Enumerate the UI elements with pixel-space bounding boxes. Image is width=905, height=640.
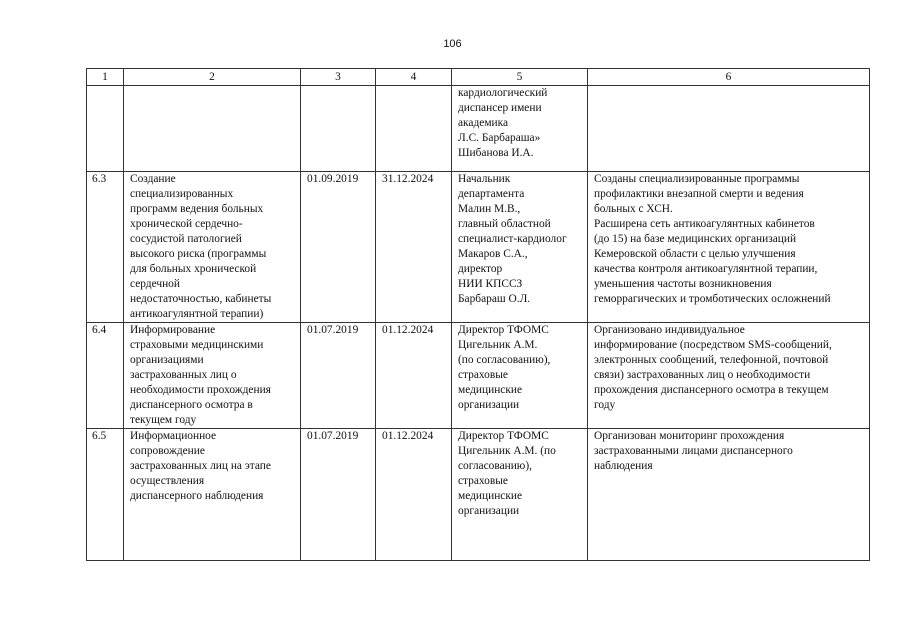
end-date-cell: 31.12.2024 [376,172,452,323]
header-cell: 4 [376,69,452,86]
row-number-cell [87,86,124,172]
table-row [87,429,870,561]
header-cell: 2 [124,69,301,86]
event-cell: Информационное сопровождение застрахованных лиц на этапе осуществления диспансерного наблюдения [124,429,301,561]
header-cell: 3 [301,69,376,86]
result-cell: Организован мониторинг прохождения застрахованными лицами диспансерного наблюдения [588,429,870,561]
table-header-row [87,69,870,86]
start-date-cell: 01.07.2019 [301,429,376,561]
result-cell: Созданы специализированные программы профилактики внезапной смерти и ведения больных с ХСН. Расширена сеть антикоагулянтных кабинетов (до 15) на базе медицинских организаций Кемеровской области с целью улучшения качества контроля антикоагулянтной терапии, уменьшения частоты возникновения геморрагических и тромботических осложнений [588,172,870,323]
responsible-cell: Начальник департамента Малин М.В., главный областной специалист-кардиолог Макаров С.А., директор НИИ КПССЗ Барбараш О.Л. [452,172,588,323]
responsible-cell: кардиологический диспансер имени академика Л.С. Барбараша» Шибанова И.А. [452,86,588,172]
result-cell: Организовано индивидуальное информирование (посредством SMS-сообщений, электронных сообщений, телефонной, почтовой связи) застрахованных лиц о необходимости прохождения диспансерного осмотра в текущем году [588,323,870,429]
table-row [87,172,870,323]
header-cell: 6 [588,69,870,86]
row-number-cell: 6.5 [87,429,124,561]
event-cell [124,86,301,172]
row-number-cell: 6.4 [87,323,124,429]
table-row [87,323,870,429]
result-cell [588,86,870,172]
event-cell: Создание специализированных программ ведения больных хронической сердечно- сосудистой патологией высокого риска (программы для больных хронической сердечной недостаточностью, кабинеты антикоагулянтной терапии) [124,172,301,323]
event-cell: Информирование страховыми медицинскими организациями застрахованных лиц о необходимости прохождения диспансерного осмотра в текущем году [124,323,301,429]
page-number: 106 [443,38,462,50]
end-date-cell: 01.12.2024 [376,429,452,561]
end-date-cell [376,86,452,172]
responsible-cell: Директор ТФОМС Цигельник А.М. (по согласованию), страховые медицинские организации [452,323,588,429]
header-cell: 1 [87,69,124,86]
row-number-cell: 6.3 [87,172,124,323]
header-cell: 5 [452,69,588,86]
table-row [87,86,870,172]
measures-table [86,68,870,561]
start-date-cell [301,86,376,172]
start-date-cell: 01.07.2019 [301,323,376,429]
start-date-cell: 01.09.2019 [301,172,376,323]
end-date-cell: 01.12.2024 [376,323,452,429]
responsible-cell: Директор ТФОМС Цигельник А.М. (по согласованию), страховые медицинские организации [452,429,588,561]
